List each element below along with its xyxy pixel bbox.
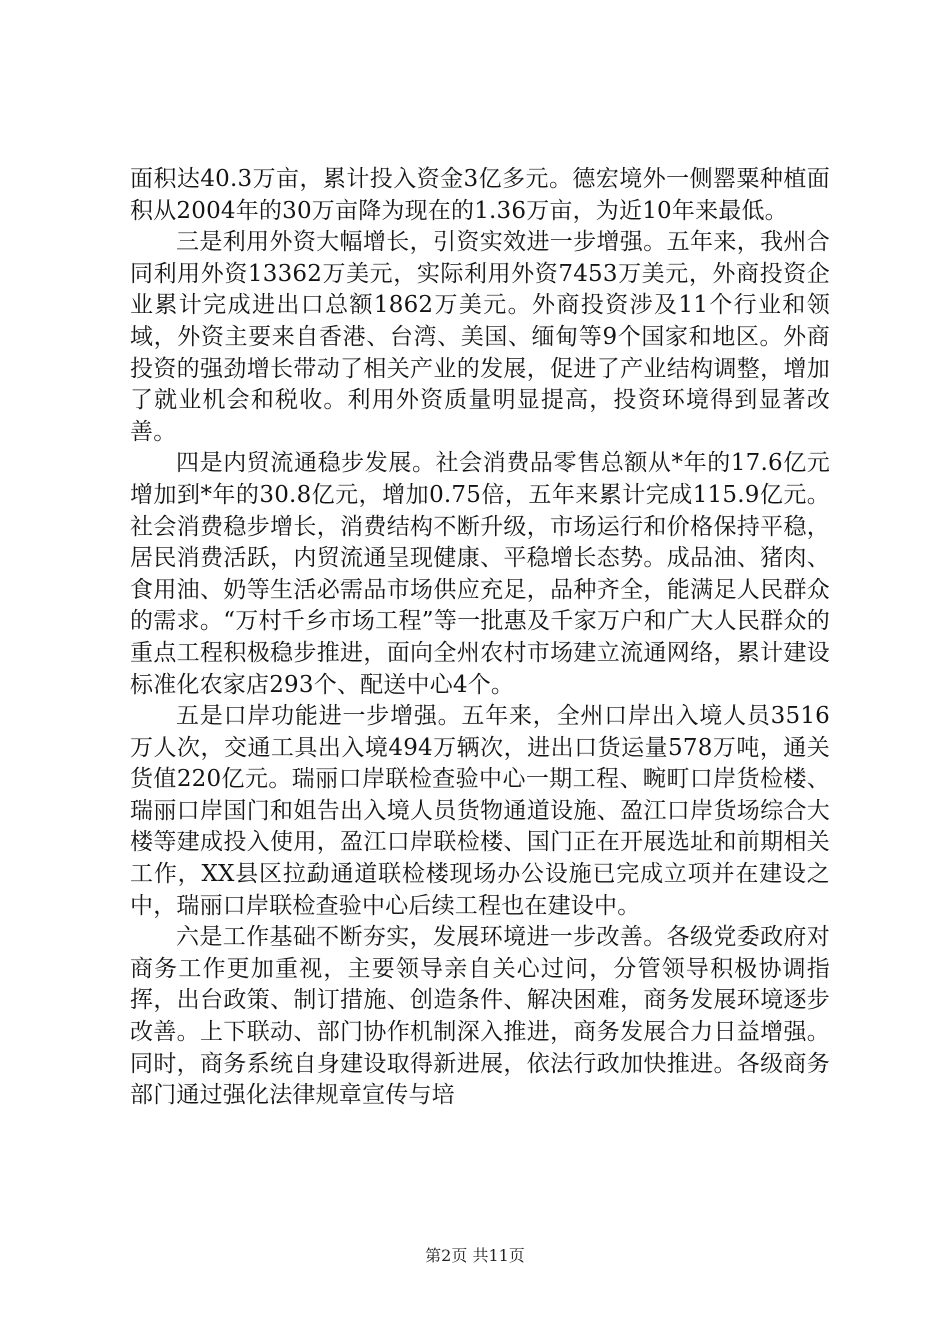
paragraph-port-function: 五是口岸功能进一步增强。五年来，全州口岸出入境人员3516万人次，交通工具出入境494万辆次，进出口货运量578万吨，通关货值220亿元。瑞丽口岸联检查验中心一期工程、畹町口岸货检楼、瑞丽口岸国门和姐告出入境人员货物通道设施、盈江口岸货场综合大楼等建成投入使用，盈江口岸联检楼、国门正在开展选址和前期相关工作，XX县区拉勐通道联检楼现场办公设施已完成立项并在建设之中，瑞丽口岸联检查验中心后续工程也在建设中。 bbox=[130, 703, 830, 919]
page-number: 第2页 共11页 bbox=[425, 1246, 525, 1265]
paragraph-continuation: 面积达40.3万亩，累计投入资金3亿多元。德宏境外一侧罂粟种植面积从2004年的30万亩降为现在的1.36万亩，为近10年来最低。 bbox=[130, 166, 830, 224]
document-body bbox=[130, 164, 830, 1112]
paragraph-domestic-trade: 四是内贸流通稳步发展。社会消费品零售总额从*年的17.6亿元增加到*年的30.8亿元，增加0.75倍，五年来累计完成115.9亿元。社会消费稳步增长，消费结构不断升级，市场运行和价格保持平稳，居民消费活跃，内贸流通呈现健康、平稳增长态势。成品油、猪肉、食用油、奶等生活必需品市场供应充足，品种齐全，能满足人民群众的需求。“万村千乡市场工程”等一批惠及千家万户和广大人民群众的重点工程积极稳步推进，面向全州农村市场建立流通网络，累计建设标准化农家店293个、配送中心4个。 bbox=[130, 450, 830, 698]
paragraph-work-foundation: 六是工作基础不断夯实，发展环境进一步改善。各级党委政府对商务工作更加重视，主要领导亲自关心过问，分管领导积极协调指挥，出台政策、制订措施、创造条件、解决困难，商务发展环境逐步改善。上下联动、部门协作机制深入推进，商务发展合力日益增强。同时，商务系统自身建设取得新进展，依法行政加快推进。各级商务部门通过强化法律规章宣传与培 bbox=[130, 924, 830, 1109]
paragraph-foreign-investment: 三是利用外资大幅增长，引资实效进一步增强。五年来，我州合同利用外资13362万美元，实际利用外资7453万美元，外商投资企业累计完成进出口总额1862万美元。外商投资涉及11个行业和领域，外资主要来自香港、台湾、美国、缅甸等9个国家和地区。外商投资的强劲增长带动了相关产业的发展，促进了产业结构调整，增加了就业机会和税收。利用外资质量明显提高，投资环境得到显著改善。 bbox=[130, 229, 830, 445]
